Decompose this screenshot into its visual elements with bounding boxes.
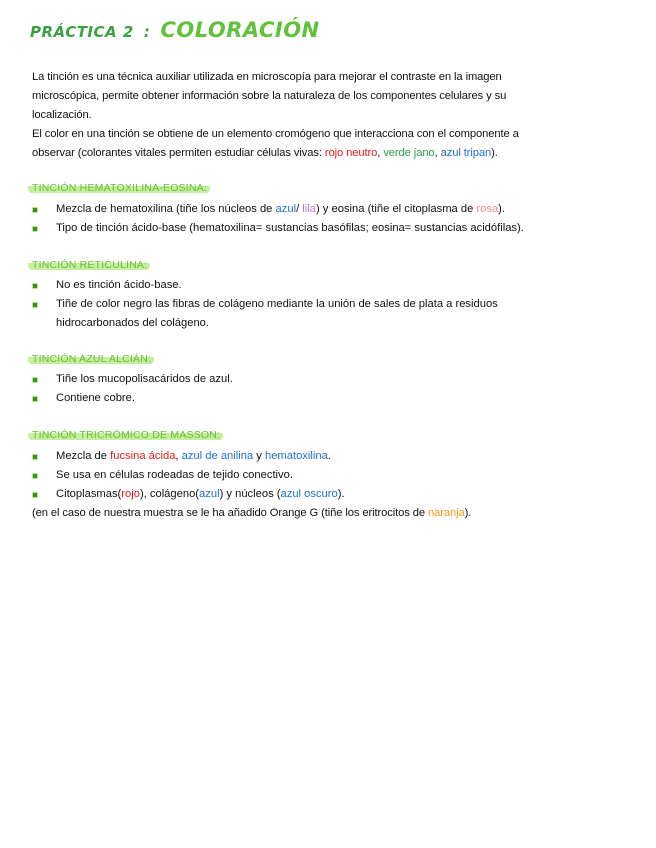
masson-bullet-3-text <box>56 488 345 500</box>
he-b1-pre: Mezcla de hematoxilina (tiñe los núcleos de <box>56 203 276 215</box>
list-item <box>32 389 135 408</box>
list-item <box>32 466 293 485</box>
heading-hematoxilina-eosina <box>28 182 210 194</box>
verde-jano-text: verde jano <box>383 147 435 159</box>
bullet-icon <box>32 302 38 308</box>
intro-line-5-text: observar (colorantes vitales permiten estudiar células vivas: <box>32 147 325 159</box>
masson-b1-pre: Mezcla de <box>56 450 111 462</box>
masson-note <box>32 504 471 523</box>
list-item <box>32 295 498 314</box>
masson-azul: azul <box>199 488 220 500</box>
azul-tripan-text: azul tripan <box>440 147 492 159</box>
heading-alcian-text: TINCIÓN AZUL ALCIÁN: <box>28 353 154 365</box>
title-separator: : <box>143 23 151 41</box>
intro-comma-1: , <box>377 147 384 159</box>
ret-bullet-2-text-cont: hidrocarbonados del colágeno. <box>56 317 210 329</box>
he-bullet-1-text <box>56 203 505 215</box>
bullet-icon <box>32 454 38 460</box>
ret-bullet-1-text: No es tinción ácido-base. <box>56 279 182 291</box>
rojo-neutro-text: rojo neutro <box>324 147 378 159</box>
heading-reticulina <box>28 259 150 271</box>
he-b1-end: ). <box>498 203 506 215</box>
masson-hematoxilina: hematoxilina <box>264 450 328 462</box>
list-item <box>32 219 524 238</box>
title-part1: PRÁCTICA 2 <box>30 23 134 41</box>
masson-note-end: ). <box>464 507 472 519</box>
he-b1-azul: azul <box>275 203 297 215</box>
masson-b3-mid2: ) y núcleos ( <box>219 488 281 500</box>
he-b1-slash: / <box>296 203 303 215</box>
alcian-bullet-1-text: Tiñe los mucopolisacáridos de azul. <box>56 373 233 385</box>
intro-line-5-end: ). <box>491 147 498 159</box>
heading-masson-text: TINCIÓN TRICRÓMICO DE MASSON: <box>28 429 223 441</box>
bullet-icon <box>32 207 38 213</box>
he-b1-mid: ) y eosina (tiñe el citoplasma de <box>315 203 477 215</box>
masson-b1-y: y <box>253 450 265 462</box>
list-item <box>32 276 182 295</box>
masson-anilina: azul de anilina <box>181 450 254 462</box>
masson-note-pre: (en el caso de nuestra muestra se le ha añadido Orange G (tiñe los eritrocitos de <box>32 507 429 519</box>
page-title <box>30 18 320 42</box>
ret-bullet-2-text: Tiñe de color negro las fibras de colágeno mediante la unión de sales de plata a residuos <box>56 298 498 310</box>
masson-fucsina: fucsina ácida <box>110 450 176 462</box>
masson-note-naranja: naranja <box>428 507 465 519</box>
list-item <box>32 370 233 389</box>
masson-b3-end: ). <box>337 488 345 500</box>
heading-he-text: TINCIÓN HEMATOXILINA-EOSINA: <box>28 182 210 194</box>
list-item <box>32 485 345 504</box>
he-bullet-2-text: Tipo de tinción ácido-base (hematoxilina= sustancias basófilas; eosina= sustancias acidófilas). <box>56 222 524 234</box>
heading-azul-alcian <box>28 353 154 365</box>
heading-masson <box>28 429 223 441</box>
list-item <box>32 200 505 219</box>
title-part2: COLORACIÓN <box>160 18 320 42</box>
masson-azul-oscuro: azul oscuro <box>280 488 338 500</box>
masson-rojo: rojo <box>121 488 140 500</box>
bullet-icon <box>32 396 38 402</box>
intro-line-1: La tinción es una técnica auxiliar utilizada en microscopía para mejorar el contraste en la imagen <box>32 71 502 83</box>
intro-comma-2: , <box>434 147 441 159</box>
masson-b1-comma: , <box>175 450 182 462</box>
bullet-icon <box>32 377 38 383</box>
list-item-continuation <box>32 314 209 333</box>
masson-b3-mid1: ), colágeno( <box>139 488 200 500</box>
he-b1-lila: lila <box>302 203 316 215</box>
masson-bullet-1-text <box>56 450 331 462</box>
intro-line-5 <box>32 144 498 163</box>
bullet-icon <box>32 473 38 479</box>
bullet-icon <box>32 283 38 289</box>
intro-line-3: localización. <box>32 109 92 121</box>
masson-b1-end: . <box>327 450 331 462</box>
masson-b3-pre: Citoplasmas( <box>56 488 122 500</box>
bullet-icon <box>32 492 38 498</box>
intro-line-4: El color en una tinción se obtiene de un elemento cromógeno que interacciona con el componente a <box>32 128 519 140</box>
alcian-bullet-2-text: Contiene cobre. <box>56 392 135 404</box>
bullet-icon <box>32 226 38 232</box>
he-b1-rosa: rosa <box>476 203 499 215</box>
list-item <box>32 447 331 466</box>
masson-bullet-2-text: Se usa en células rodeadas de tejido conectivo. <box>56 469 293 481</box>
intro-line-2: microscópica, permite obtener información sobre la naturaleza de los componentes celulares y su <box>32 90 507 102</box>
heading-ret-text: TINCIÓN RETICULINA: <box>28 259 150 271</box>
